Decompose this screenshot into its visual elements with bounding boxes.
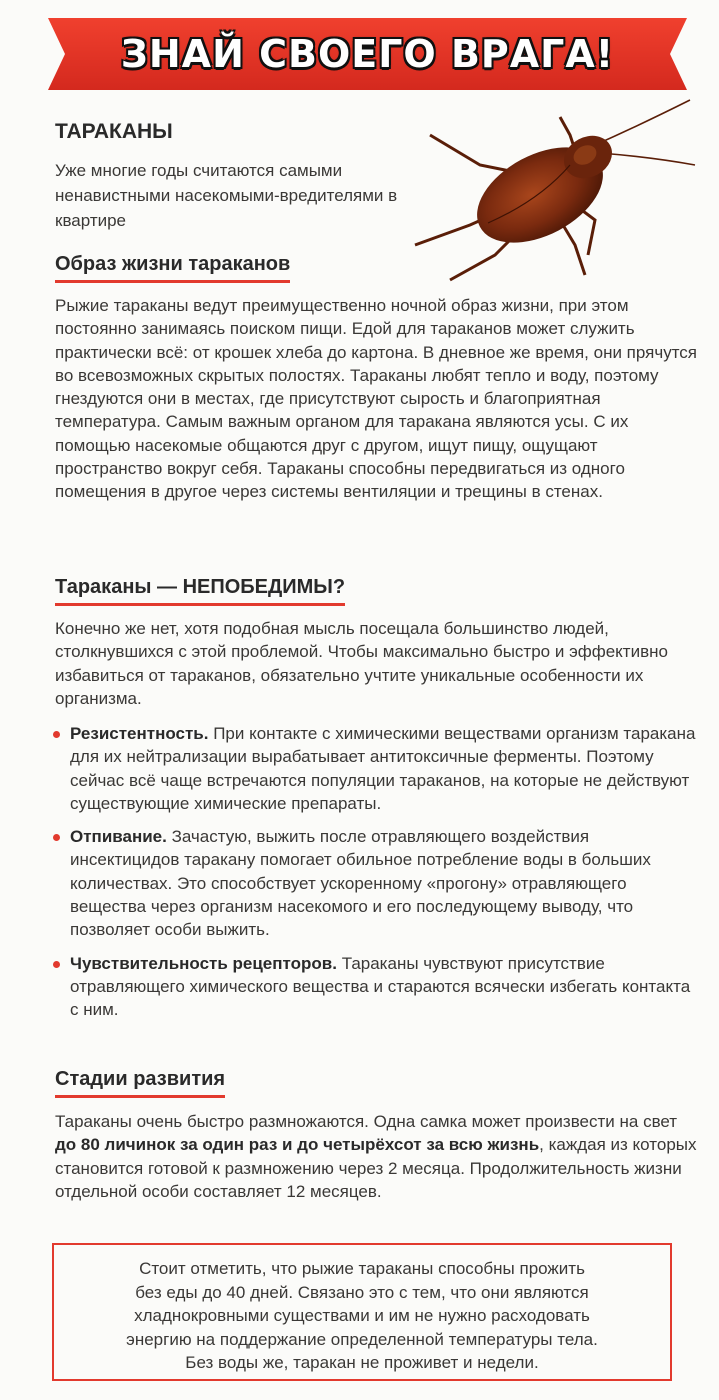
development-text-start: Тараканы очень быстро размножаются. Одна самка может произвести на свет [55, 1112, 678, 1131]
intro-text: Уже многие годы считаются самыми ненавистными насекомыми-вредителями в квартире [55, 161, 398, 230]
list-item [55, 722, 700, 815]
cockroach-illustration [410, 95, 700, 290]
development-highlight: до 80 личинок за один раз и до четырёхсот за всю жизнь [55, 1135, 540, 1155]
title-banner [40, 10, 695, 98]
intro-heading: ТАРАКАНЫ [55, 120, 173, 143]
lifestyle-text: Рыжие тараканы ведут преимущественно ночной образ жизни, при этом постоянно занимаясь поиском пищи. Едой для тараканов может служить практически всё: от крошек хлеба до картона. В дневное же время, они прячутся во всевозможных скрытых полостях. Тараканы любят тепло и воду, поэтому гнездуются они в местах, где присутствуют сырость и благоприятная температура. Самым важным органом для таракана являются усы. С их помощью насекомые общаются друг с другом, ищут пищу, ощущают пространство вокруг себя. Тараканы способны передвигаться из одного помещения в другое через системы вентиляции и трещины в стенах. [55, 296, 698, 502]
lifestyle-heading: Образ жизни тараканов [55, 253, 291, 275]
development-text [55, 1110, 700, 1203]
development-heading: Стадии развития [55, 1068, 226, 1090]
list-item [55, 825, 700, 941]
bullet-term: Чувствительность рецепторов. [70, 953, 337, 973]
bullet-text: При контакте с химическими веществами организм таракана для их нейтрализации вырабатывает антитоксичные ферменты. Поэтому сейчас всё чаще встречаются популяции тараканов, на которые не действуют существующие химические препараты. [70, 724, 696, 813]
note-line: Без воды же, таракан не проживет и недели. [185, 1353, 539, 1372]
note-line: без еды до 40 дней. Связано это с тем, что они являются [135, 1282, 589, 1302]
bullet-text: Зачастую, выжить после отравляющего воздействия инсектицидов таракану помогает обильное потребление воды в больших количествах. Это способствует ускоренному «прогону» отравляющего вещества через организм насекомого и его последующему выводу, что позволяет особи выжить. [70, 827, 651, 940]
bullet-term: Отпивание. [70, 827, 167, 847]
features-list [55, 722, 700, 1032]
note-box [52, 1243, 672, 1381]
note-line: Стоит отметить, что рыжие тараканы способны прожить [139, 1259, 585, 1278]
invincible-heading: Тараканы — НЕПОБЕДИМЫ? [55, 576, 346, 598]
note-line: энергию на поддержание определенной температуры тела. [126, 1329, 598, 1349]
invincible-text: Конечно же нет, хотя подобная мысль посещала большинство людей, столкнувшихся с этой проблемой. Чтобы максимально быстро и эффективно избавиться от тараканов, обязательно учтите уникальные особенности их организма. [55, 619, 668, 708]
list-item [55, 952, 700, 1022]
note-line: хладнокровными существами и им не нужно расходовать [134, 1306, 590, 1325]
banner-title: ЗНАЙ СВОЕГО ВРАГА! [120, 32, 615, 76]
bullet-term: Резистентность. [70, 724, 209, 743]
development-text-end: , каждая из которых становится готовой к размножению через 2 месяца. Продолжительность жизни отдельной особи составляет 12 месяцев. [55, 1135, 697, 1201]
bullet-text: Тараканы чувствуют присутствие отравляющего химического вещества и стараются всячески избегать контакта с ним. [70, 953, 691, 1020]
